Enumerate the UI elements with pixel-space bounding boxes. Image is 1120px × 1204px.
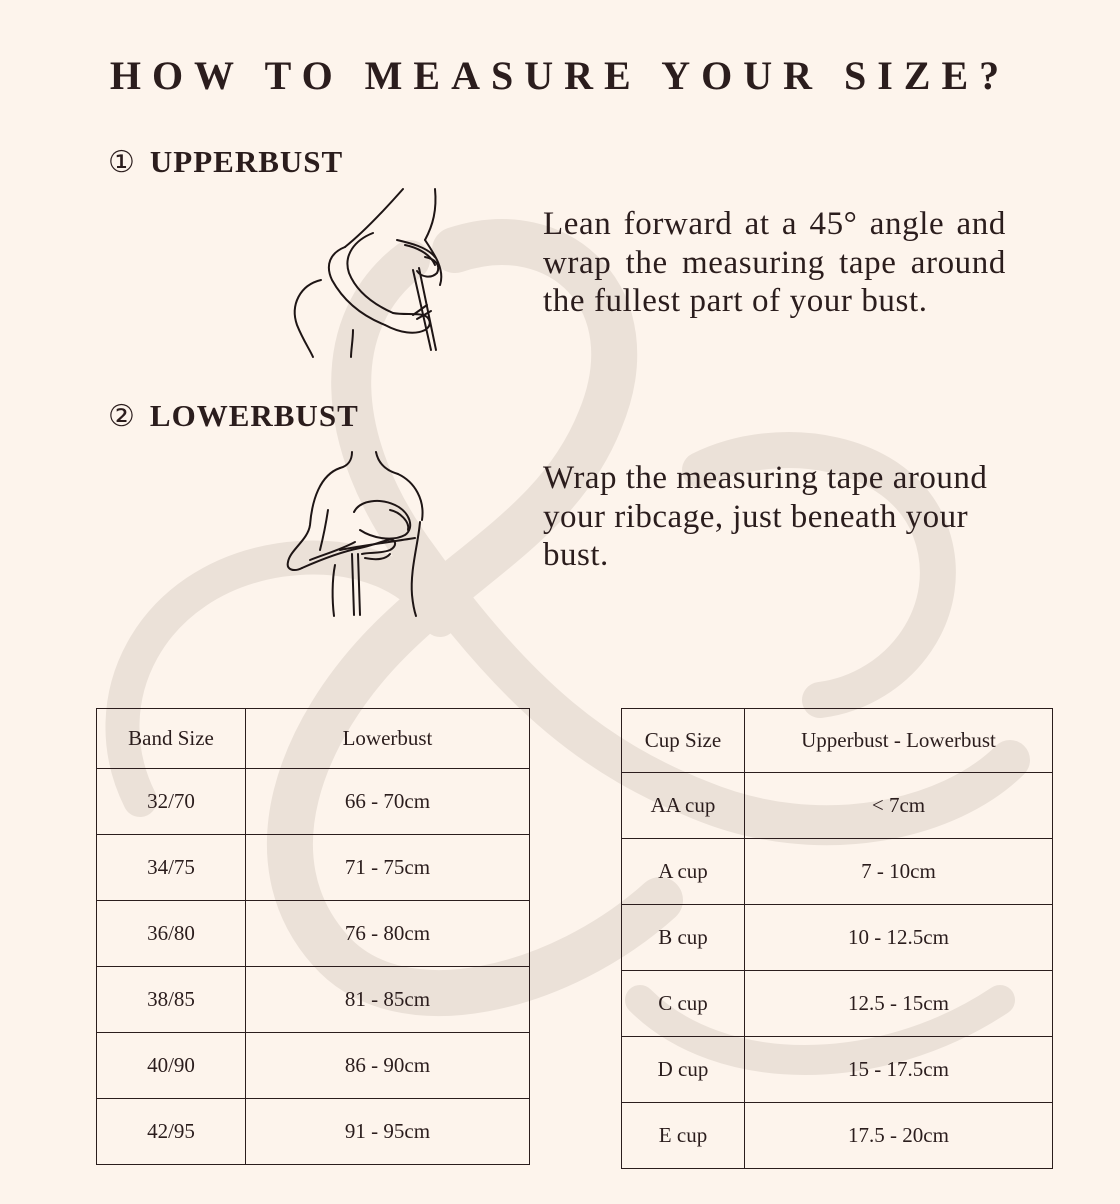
table-row: [97, 901, 530, 967]
band-size-header: Band Size: [97, 709, 246, 769]
difference-cell: 15 - 17.5cm: [745, 1037, 1053, 1103]
difference-cell: 12.5 - 15cm: [745, 971, 1053, 1037]
lowerbust-description: Wrap the measuring tape around your ribcage, just beneath your bust.: [543, 460, 988, 573]
step-lowerbust-heading: [108, 398, 359, 434]
upperbust-description: Lean forward at a 45° angle and wrap the measuring tape around the fullest part of your bust.: [543, 206, 1006, 319]
band-size-cell: 42/95: [97, 1099, 246, 1165]
difference-cell: < 7cm: [745, 773, 1053, 839]
band-size-table: [96, 708, 530, 1165]
band-size-cell: 36/80: [97, 901, 246, 967]
band-size-cell: 40/90: [97, 1033, 246, 1099]
band-size-cell: 32/70: [97, 769, 246, 835]
table-row: [622, 971, 1053, 1037]
cup-size-cell: AA cup: [622, 773, 745, 839]
lowerbust-header: Lowerbust: [246, 709, 530, 769]
upperbust-illustration: [285, 185, 455, 360]
table-row: [622, 773, 1053, 839]
band-size-cell: 34/75: [97, 835, 246, 901]
table-row: [97, 769, 530, 835]
difference-cell: 7 - 10cm: [745, 839, 1053, 905]
lowerbust-cell: 71 - 75cm: [246, 835, 530, 901]
page-title: HOW TO MEASURE YOUR SIZE?: [109, 53, 1011, 98]
table-header-row: [622, 709, 1053, 773]
step-label-lowerbust: LOWERBUST: [149, 398, 359, 433]
table-row: [97, 967, 530, 1033]
band-size-cell: 38/85: [97, 967, 246, 1033]
cup-size-cell: E cup: [622, 1103, 745, 1169]
table-row: [97, 835, 530, 901]
table-row: [622, 1103, 1053, 1169]
table-row: [622, 839, 1053, 905]
difference-cell: 10 - 12.5cm: [745, 905, 1053, 971]
step-upperbust-heading: [108, 144, 343, 180]
lowerbust-cell: 81 - 85cm: [246, 967, 530, 1033]
cup-size-cell: B cup: [622, 905, 745, 971]
lowerbust-cell: 76 - 80cm: [246, 901, 530, 967]
cup-size-header: Cup Size: [622, 709, 745, 773]
cup-size-table: [621, 708, 1053, 1169]
cup-size-cell: A cup: [622, 839, 745, 905]
table-row: [622, 1037, 1053, 1103]
cup-size-cell: C cup: [622, 971, 745, 1037]
lowerbust-cell: 86 - 90cm: [246, 1033, 530, 1099]
table-row: [97, 1099, 530, 1165]
step-number-2: ②: [108, 398, 136, 434]
table-row: [97, 1033, 530, 1099]
cup-size-cell: D cup: [622, 1037, 745, 1103]
table-header-row: [97, 709, 530, 769]
lowerbust-cell: 66 - 70cm: [246, 769, 530, 835]
step-label-upperbust: UPPERBUST: [149, 144, 344, 179]
lowerbust-cell: 91 - 95cm: [246, 1099, 530, 1165]
step-number-1: ①: [108, 144, 136, 180]
lowerbust-illustration: [280, 450, 450, 620]
difference-cell: 17.5 - 20cm: [745, 1103, 1053, 1169]
difference-header: Upperbust - Lowerbust: [745, 709, 1053, 773]
table-row: [622, 905, 1053, 971]
